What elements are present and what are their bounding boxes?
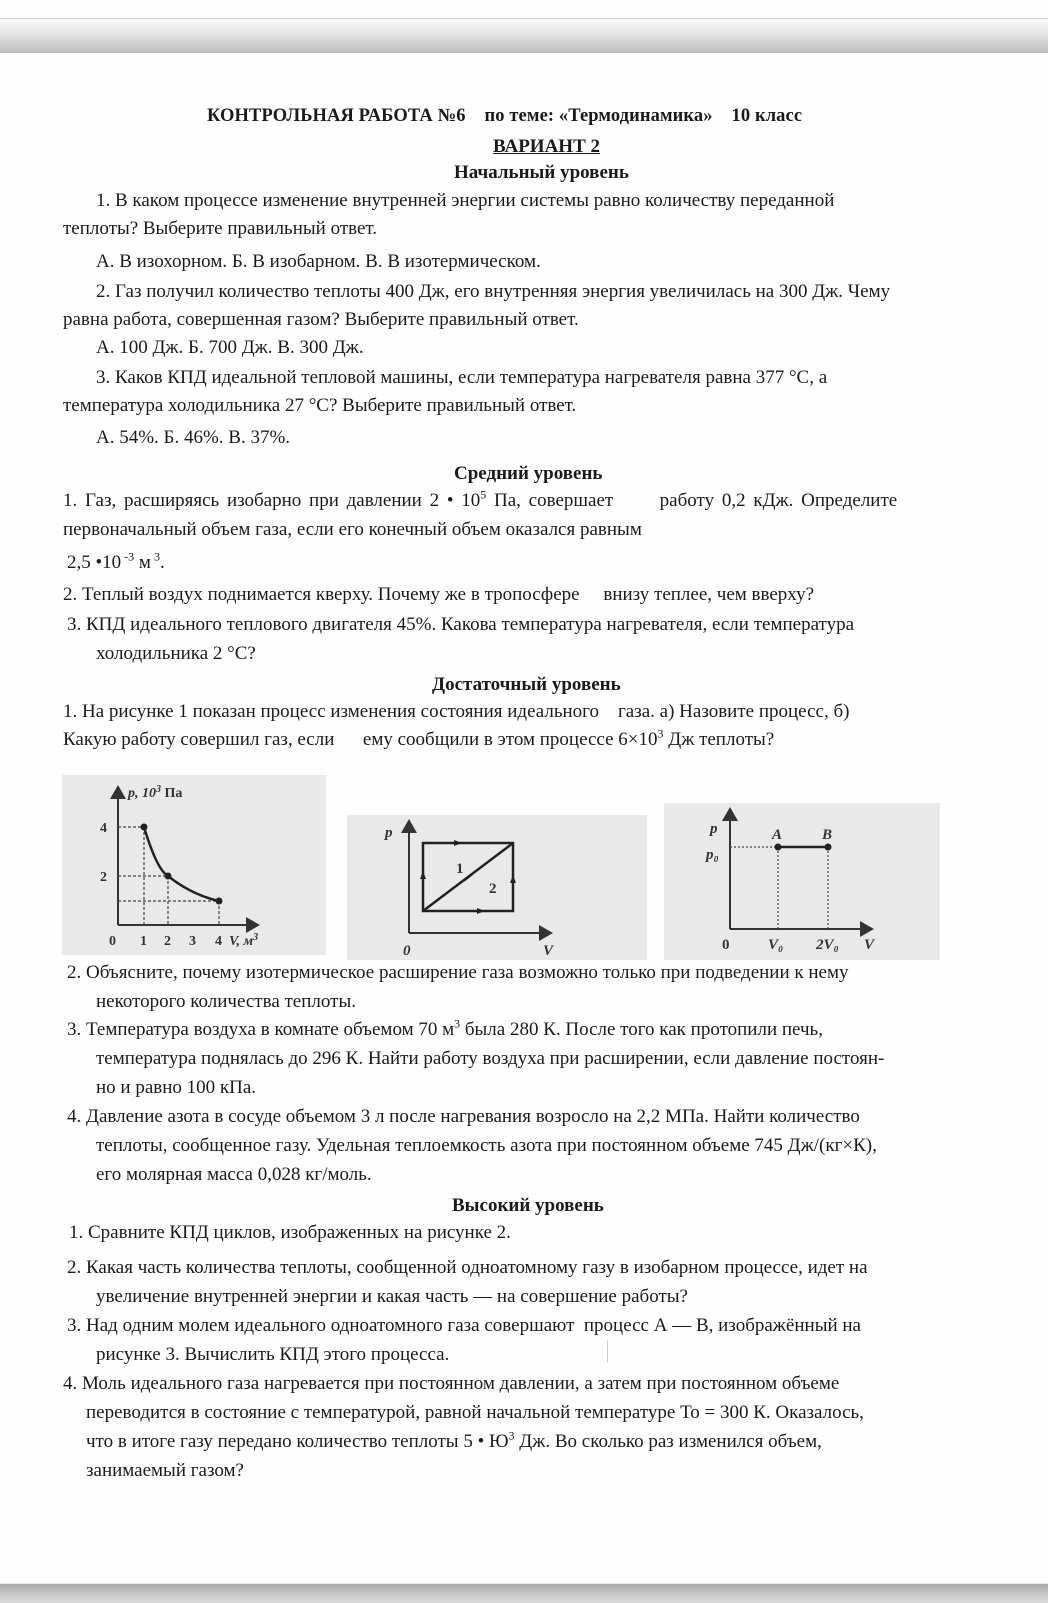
high-q2-line2: увеличение внутренней энергии и какая часть — на совершение работы? <box>96 1286 688 1307</box>
sufficient-q2-line1: 2. Объясните, почему изотермическое расширение газа возможно только при подведении к нему <box>67 962 849 983</box>
fig1-x-tick-1: 1 <box>140 934 147 949</box>
medium-q1-line3 <box>67 549 165 574</box>
medium-q2: 2. Теплый воздух поднимается кверху. Почему же в тропосфере внизу теплее, чем вверху? <box>63 584 815 605</box>
high-q4-line3 <box>86 1428 822 1453</box>
basic-q1-line1: 1. В каком процессе изменение внутренней энергии системы равно количеству переданной <box>96 190 835 211</box>
fig3-2v0-label: 2V₀ <box>816 937 839 953</box>
fig1-x-tick-3: 3 <box>189 934 196 949</box>
topic-text: по теме: «Термодинамика» <box>484 106 713 126</box>
sufficient-q3-text-b: была 280 К. После того как протопили печь, <box>460 1019 823 1040</box>
section-heading-high: Высокий уровень <box>452 1195 604 1216</box>
basic-q3-answers: А. 54%. Б. 46%. В. 37%. <box>96 427 291 448</box>
basic-q2-line2: равна работа, совершенная газом? Выберите правильный ответ. <box>63 309 579 330</box>
fig3-point-a-label: A <box>772 827 783 843</box>
basic-q3-line1: 3. Каков КПД идеальной тепловой машины, если температура нагревателя равна 377 °С, а <box>96 367 828 388</box>
basic-q2-answers: А. 100 Дж. Б. 700 Дж. В. 300 Дж. <box>96 337 364 358</box>
basic-q2-line1: 2. Газ получил количество теплоты 400 Дж, его внутренняя энергия увеличилась на 300 Дж. Чему <box>96 281 891 302</box>
high-q3-line1: 3. Над одним молем идеального одноатомного газа совершают процесс А — В, изображённый на <box>67 1315 861 1336</box>
high-q4-line2: переводится в состояние с температурой, равной начальной температуре То = 300 К. Оказалось, <box>86 1402 864 1423</box>
value-unit: м <box>134 552 151 573</box>
fig1-x-tick-2: 2 <box>164 934 171 949</box>
section-heading-medium: Средний уровень <box>454 463 603 484</box>
high-q4-text-a: что в итоге газу передано количество теплоты 5 • Ю <box>86 1431 509 1452</box>
high-q3-line2: рисунке 3. Вычислить КПД этого процесса. <box>96 1344 450 1365</box>
sufficient-q3-line3: но и равно 100 кПа. <box>96 1077 257 1098</box>
sufficient-q2-line2: некоторого количества теплоты. <box>96 991 356 1012</box>
fig1-x-axis-label: V, $м^3$ <box>229 932 259 949</box>
medium-q1-exp: 5 <box>480 487 487 502</box>
title-text: КОНТРОЛЬНАЯ РАБОТА №6 <box>207 106 466 126</box>
high-q4-exp: 3 <box>508 1428 515 1443</box>
fig3-x-axis-label: V <box>864 937 875 953</box>
medium-q1-text-b: Па, совершает работу 0,2 кДж. Определите <box>486 490 898 511</box>
fig1-y-axis-label: p, $10^3$ Па <box>128 784 183 801</box>
sufficient-q4-line2: теплоты, сообщенное газу. Удельная теплоемкость азота при постоянном объеме 745 Дж/(кг×К), <box>96 1135 877 1156</box>
sufficient-q4-line3: его молярная масса 0,028 кг/моль. <box>96 1164 372 1185</box>
section-heading-basic: Начальный уровень <box>454 162 629 183</box>
high-q4-text-b: Дж. Во сколько раз изменился объем, <box>514 1431 822 1452</box>
fig3-v0-label: V₀ <box>768 937 784 953</box>
sufficient-q1-exp: 3 <box>657 726 664 741</box>
sufficient-q1-text-b: Дж теплоты? <box>663 729 775 750</box>
figure-2-cycles-graph <box>347 815 647 960</box>
value-exponent: -3 <box>121 549 135 564</box>
fig1-x-tick-4: 4 <box>215 934 222 949</box>
medium-q1-line1 <box>63 487 898 512</box>
variant-heading: ВАРИАНТ 2 <box>493 136 601 157</box>
sufficient-q4-line1: 4. Давление азота в сосуде объемом 3 л после нагревания возросло на 2,2 МПа. Найти количество <box>67 1106 860 1127</box>
fig3-point-b-label: B <box>822 827 833 843</box>
medium-q3-line1: 3. КПД идеального теплового двигателя 45%. Какова температура нагревателя, если температура <box>67 614 854 635</box>
sufficient-q1-text-a: Какую работу совершил газ, если ему сообщили в этом процессе 6×10 <box>63 729 658 750</box>
grade-text: 10 класс <box>731 106 803 126</box>
section-heading-sufficient: Достаточный уровень <box>432 674 621 695</box>
sufficient-q3-text-a: 3. Температура воздуха в комнате объемом 70 м <box>67 1019 455 1040</box>
high-q4-line1: 4. Моль идеального газа нагревается при постоянном давлении, а затем при постоянном объеме <box>63 1373 840 1394</box>
sufficient-q1-line1: 1. На рисунке 1 показан процесс изменения состояния идеального газа. а) Назовите процесс, б) <box>63 701 850 722</box>
medium-q1-line2: первоначальный объем газа, если его конечный объем оказался равным <box>63 519 642 540</box>
fig3-p0-label: p₀ <box>706 847 719 863</box>
unit-exponent: 3 <box>150 549 160 564</box>
value-mantissa: 2,5 •10 <box>67 552 122 573</box>
text-cursor-line <box>607 1340 608 1362</box>
high-q1: 1. Сравните КПД циклов, изображенных на рисунке 2. <box>69 1222 511 1243</box>
basic-q3-line2: температура холодильника 27 °С? Выберите правильный ответ. <box>63 395 577 416</box>
figure-3-process-ab-graph <box>664 803 940 960</box>
figure-1-isotherm-graph <box>62 775 326 955</box>
basic-q1-answers: А. В изохорном. Б. В изобарном. В. В изотермическом. <box>96 251 541 272</box>
fig2-y-axis-label: p <box>385 825 393 841</box>
fig3-origin-label: 0 <box>722 937 730 953</box>
fig3-y-axis-label: p <box>710 821 718 837</box>
fig1-y-tick-4: 4 <box>100 821 107 836</box>
fig2-region-2-label: 2 <box>489 881 497 897</box>
sufficient-q3-exp: 3 <box>454 1016 461 1031</box>
fig1-x-tick-0: 0 <box>109 934 116 949</box>
sufficient-q3-line2: температура поднялась до 296 К. Найти работу воздуха при расширении, если давление постоян- <box>96 1048 885 1069</box>
value-period: . <box>159 552 165 573</box>
fig2-region-1-label: 1 <box>456 861 464 877</box>
sufficient-q3-line1 <box>67 1016 823 1041</box>
high-q4-line4: занимаемый газом? <box>86 1460 244 1481</box>
medium-q1-text-a: 1. Газ, расширяясь изобарно при давлении 2 • 10 <box>63 490 481 511</box>
fig1-y-tick-2: 2 <box>100 870 107 885</box>
document-title <box>207 106 802 127</box>
medium-q3-line2: холодильника 2 °С? <box>96 643 256 664</box>
basic-q1-line2: теплоты? Выберите правильный ответ. <box>63 218 378 239</box>
high-q2-line1: 2. Какая часть количества теплоты, сообщенной одноатомному газу в изобарном процессе, идет на <box>67 1257 868 1278</box>
fig2-x-axis-label: V <box>543 943 554 959</box>
viewer-bottom-bar <box>0 1583 1048 1603</box>
viewer-top-toolbar <box>0 18 1048 53</box>
fig2-origin-label: 0 <box>403 943 411 959</box>
sufficient-q1-line2 <box>63 726 775 751</box>
